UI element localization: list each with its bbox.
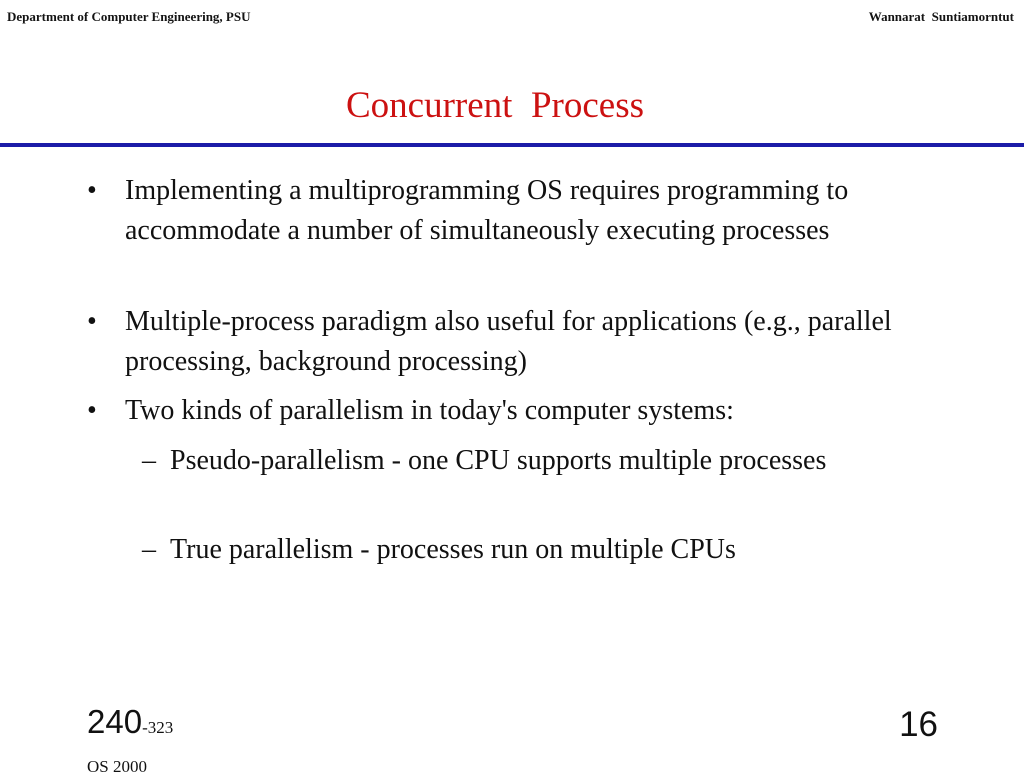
dash-icon: –	[142, 445, 156, 476]
dash-icon: –	[142, 534, 156, 565]
page-number: 16	[899, 705, 938, 744]
bullet-icon: •	[87, 395, 97, 426]
bullet-text: Two kinds of parallelism in today's computer systems:	[125, 395, 734, 426]
bullet-item	[87, 302, 955, 382]
bullet-text: Implementing a multiprogramming OS requires programming to accommodate a number of simultaneously executing processes	[125, 175, 849, 246]
footer-course-line2: OS 2000	[87, 757, 147, 776]
course-number: 240	[87, 703, 143, 740]
footer-course-code	[87, 703, 173, 741]
bullet-icon: •	[87, 306, 97, 337]
bullet-text: Multiple-process paradigm also useful for applications (e.g., parallel processing, background processing)	[125, 306, 892, 377]
sub-bullet-item	[142, 441, 870, 481]
header-author: Wannarat Suntiamorntut	[868, 9, 1014, 24]
bullet-item	[87, 171, 955, 251]
sub-bullet-text: True parallelism - processes run on multiple CPUs	[170, 534, 736, 565]
bullet-icon: •	[87, 175, 97, 206]
title-divider	[0, 143, 1024, 147]
course-suffix: -323	[142, 718, 174, 737]
sub-bullet-item	[142, 530, 970, 570]
bullet-item	[87, 391, 955, 431]
header-department: Department of Computer Engineering, PSU	[7, 9, 251, 24]
slide-title: Concurrent Process	[346, 85, 644, 126]
sub-bullet-text: Pseudo-parallelism - one CPU supports multiple processes	[170, 445, 827, 476]
